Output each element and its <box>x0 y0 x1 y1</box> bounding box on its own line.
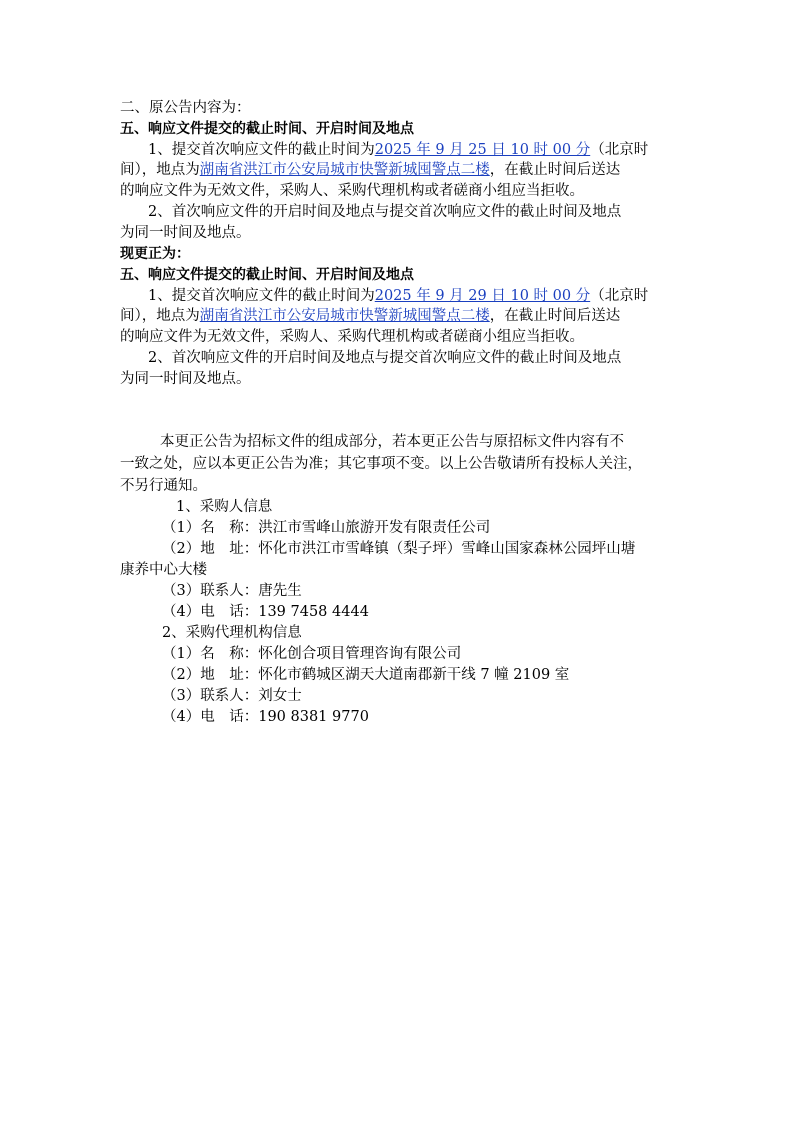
changed-p2-line2: 为同一时间及地点。 <box>120 371 251 387</box>
notice-line3: 不另行通知。 <box>120 478 207 494</box>
purchaser-name: （1）名 称：洪江市雪峰山旅游开发有限责任公司 <box>162 520 491 536</box>
changed-p1-line1 <box>148 286 708 306</box>
changed-p1-line2 <box>120 306 680 326</box>
original-p1-text-d: ，在截止时间后送达 <box>489 162 621 178</box>
changed-p2-line1: 2、首次响应文件的开启时间及地点与提交首次响应文件的截止时间及地点 <box>148 350 622 366</box>
original-p1-text-c: 间），地点为 <box>120 162 200 178</box>
purchaser-title: 1、采购人信息 <box>176 499 273 515</box>
changed-p1-text-a: 1、提交首次响应文件的截止时间为 <box>148 288 375 304</box>
original-deadline-link[interactable]: 2025 年 9 月 25 日 10 时 00 分 <box>374 142 591 158</box>
agency-name: （1）名 称：怀化创合项目管理咨询有限公司 <box>162 646 462 662</box>
original-heading: 二、原公告内容为： <box>120 100 251 116</box>
purchaser-address-line2: 康养中心大楼 <box>120 562 207 578</box>
agency-title: 2、采购代理机构信息 <box>162 625 302 641</box>
original-section-title: 五、响应文件提交的截止时间、开启时间及地点 <box>120 121 414 137</box>
changed-deadline-link[interactable]: 2025 年 9 月 29 日 10 时 00 分 <box>374 288 591 304</box>
agency-phone: （4）电 话：190 8381 9770 <box>162 709 369 725</box>
agency-address: （2）地 址：怀化市鹤城区湖天大道南郡新干线 7 幢 2109 室 <box>162 667 570 683</box>
purchaser-address-line1: （2）地 址：怀化市洪江市雪峰镇（梨子坪）雪峰山国家森林公园坪山塘 <box>162 541 636 557</box>
original-p1-text-a: 1、提交首次响应文件的截止时间为 <box>148 142 375 158</box>
changed-location-link[interactable]: 湖南省洪江市公安局城市快警新城囤警点二楼 <box>199 308 490 324</box>
agency-contact: （3）联系人：刘女士 <box>162 688 302 704</box>
changed-p1-text-c: 间），地点为 <box>120 308 200 324</box>
changed-p1-text-b: （北京时 <box>590 288 649 304</box>
notice-line1: 本更正公告为招标文件的组成部分，若本更正公告与原招标文件内容有不 <box>160 434 624 450</box>
changed-heading: 现更正为： <box>120 246 190 262</box>
original-p2-line1: 2、首次响应文件的开启时间及地点与提交首次响应文件的截止时间及地点 <box>148 204 622 220</box>
original-location-link[interactable]: 湖南省洪江市公安局城市快警新城囤警点二楼 <box>199 162 490 178</box>
original-p1-line2 <box>120 160 680 180</box>
notice-line2: 一致之处，应以本更正公告为准；其它事项不变。以上公告敬请所有投标人关注， <box>120 456 642 472</box>
changed-p1-text-d: ，在截止时间后送达 <box>489 308 621 324</box>
changed-section-title: 五、响应文件提交的截止时间、开启时间及地点 <box>120 267 414 283</box>
original-p2-line2: 为同一时间及地点。 <box>120 225 251 241</box>
purchaser-contact: （3）联系人：唐先生 <box>162 583 302 599</box>
original-p1-text-b: （北京时 <box>590 142 649 158</box>
original-p1-line1 <box>148 140 708 160</box>
changed-p1-line3: 的响应文件为无效文件，采购人、采购代理机构或者磋商小组应当拒收。 <box>120 329 584 345</box>
original-p1-line3: 的响应文件为无效文件，采购人、采购代理机构或者磋商小组应当拒收。 <box>120 183 584 199</box>
purchaser-phone: （4）电 话：139 7458 4444 <box>162 604 369 620</box>
